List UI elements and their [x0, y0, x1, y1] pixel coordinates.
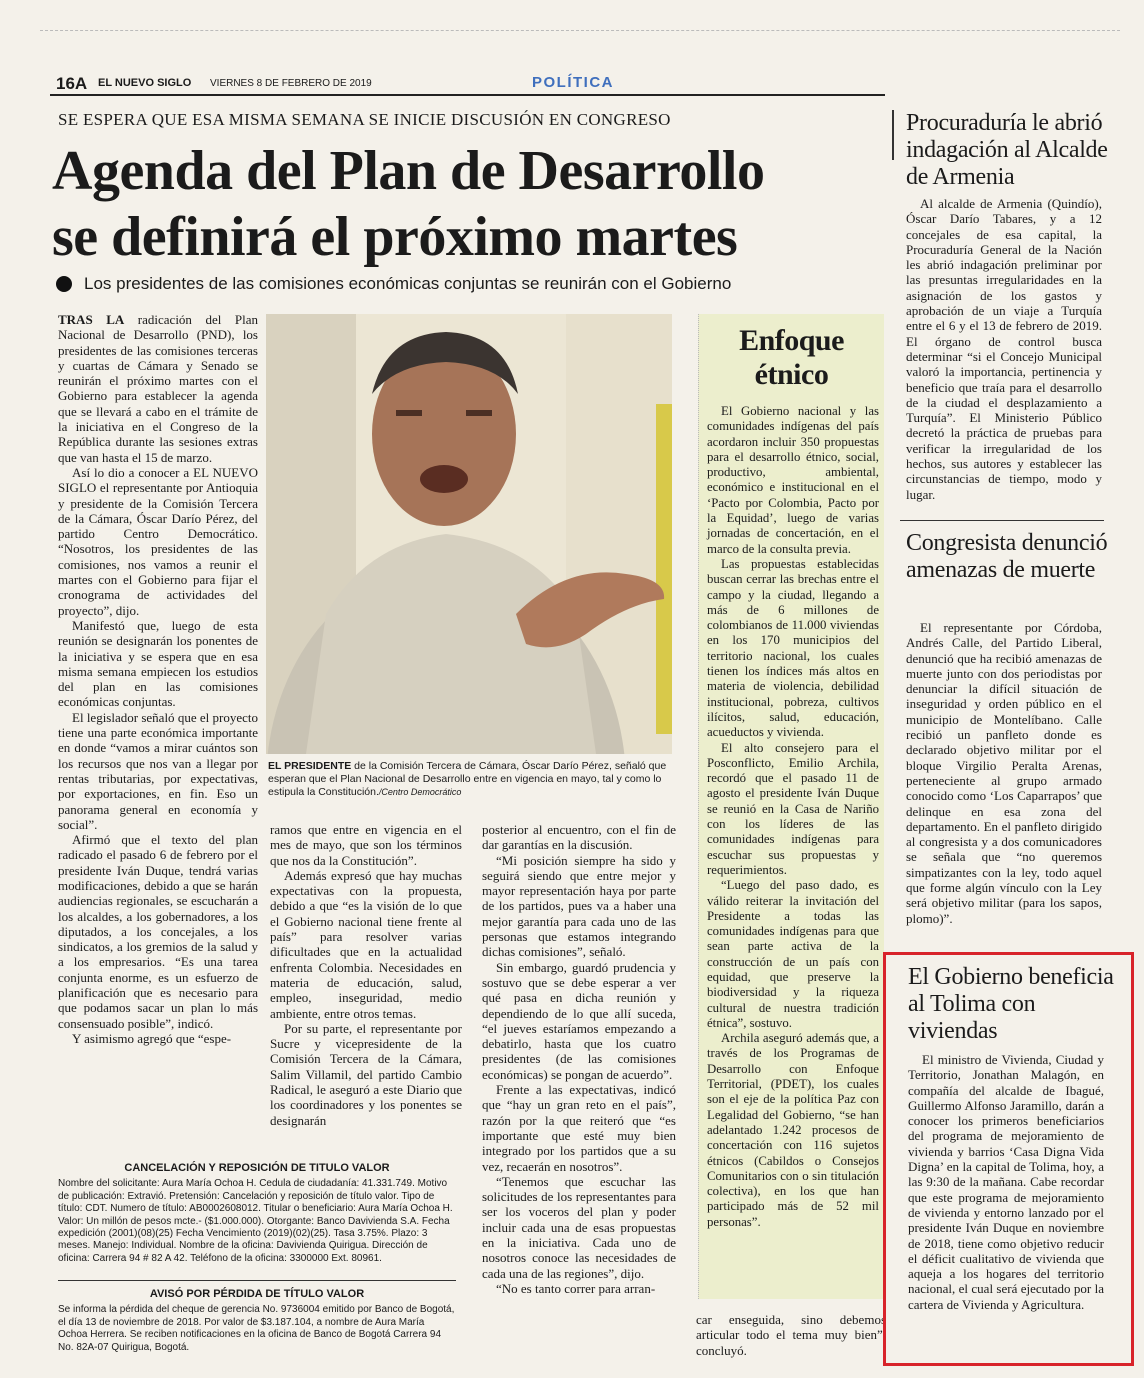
page-number: 16A: [56, 74, 88, 93]
headline-line-1: Agenda del Plan de Desarrollo: [52, 140, 765, 202]
paragraph: “Luego del paso dado, es válido reiterar la invitación del Presidente a todas las comunidades indígenas para que sean parte activa de la construcción de un país con equidad, que preserve la biodiversidad y la riqueza cultural de nuestra tradición étnica”, sostuvo.: [707, 878, 879, 1030]
lead-in: TRAS LA: [58, 312, 125, 327]
paragraph: Y asimismo agregó que “espe-: [72, 1030, 232, 1046]
photo-caption: [268, 760, 672, 799]
caption-text: de la Comisión Tercera de Cámara, Óscar Darío Pérez, señaló que esperan que el Plan Nacional de Desarrollo entre en vigencia en mayo, tal y como lo estipula la Constitución.: [268, 760, 667, 798]
brief-3-title: El Gobierno beneficia al Tolima con viviendas: [908, 964, 1114, 1044]
page-header: [50, 74, 885, 96]
sidebar-enfoque-etnico: [698, 314, 884, 1299]
article-column-1: [58, 312, 258, 1046]
caption-lead: EL PRESIDENTE: [268, 760, 352, 772]
publication-name: EL NUEVO SIGLO: [98, 77, 192, 89]
brief-1-body: Al alcalde de Armenia (Quindío), Óscar Darío Tabares, y a 12 concejales de esa capital, la Procuraduría General de la Nación les abrió indagación preliminar por las presuntas irregularidades en la asignación de los gastos y aprobación de un viaje a Turquía entre el 6 y el 13 de febrero de 2019. El órgano de control busca determinar “si el Concejo Municipal valoró la importancia, pertinencia y beneficio que traía para el desarrollo de la ciudad el desplazamiento a Turquía”. El Ministerio Público decretó la práctica de pruebas para verificar la irregularidad de los hechos, sus autores y establecer las circunstancias de tiempo, modo y lugar.: [906, 196, 1102, 502]
brief-divider: [900, 520, 1104, 521]
brief-2-body: El representante por Córdoba, Andrés Calle, del Partido Liberal, denunció que ha recibió amenazas de muerte junto con dos periodistas por denunciar la difícil situación de inseguridad y orden público en el municipio de Montelíbano. Calle recibió un panfleto donde es declarado objetivo militar por el bloque Virgilio Peralta Arenas, perteneciente al grupo armado conocido como ‘Los Caparrapos’ que delinque en esa zona del departamento. En el panfleto dirigido al congresista y a dos comunicadores se señala que “no queremos simpatizantes con la ley, todo aquel que forme algún vínculo con la Ley será objetivo militar (para los sapos, plomo)”.: [906, 620, 1102, 926]
brief-3-body: El ministro de Vivienda, Ciudad y Territorio, Jonathan Malagón, en compañía del alcalde de Ibagué, Guillermo Alfonso Jaramillo, darán a conocer los primeros beneficiarios del programa de mejoramiento de vivienda y barrios ‘Casa Digna Vida Digna’ en la capital de Tolima, hoy, a las 9:30 de la mañana. Cabe recordar que este programa de mejoramiento de vivienda y entorno lanzado por el presidente Iván Duque en noviembre de 2018, tiene como objetivo reducir el déficit cualitativo de vivienda que aqueja a los hogares del territorio nacional, el cual será ejecutado por la cartera de Vivienda y Agricultura.: [908, 1052, 1104, 1312]
column-rule: [892, 110, 894, 160]
article-photo: [266, 314, 672, 754]
notice-body: Nombre del solicitante: Aura María Ochoa H. Cedula de ciudadanía: 41.331.749. Motivo de publicación: Extravió. Pretensión: Cancelación y reposición de título valor. Tipo de título: CDT. Numero de título: AB0002608012. Titular o beneficiario: Aura María Ochoa H. Valor: Un millón de pesos mcte.- ($1.000.000). Otorgante: Banco Davivienda S.A. Fecha expedición (2001)(08)(25) Fecha Vencimiento (2019)(02)(25). Tasa 3.75%. Plazo: 3 meses. Manejo: Individual. Nombre de la oficina: Davivienda Quirigua. Dirección de oficina: Carrera 94 # 82 A 42. Teléfono de la oficina: 3300000 Ext. 80961.: [58, 1178, 453, 1264]
sidebar-body: [707, 404, 879, 1230]
photo-credit: /Centro Democrático: [378, 787, 462, 797]
paragraph: “Tenemos que escuchar las solicitudes de los representantes para ser los voceros del plan y poder incluir cada una de esas propuestas en la iniciativa. Cada uno de nosotros conoce las necesidades de cada una de las regiones”, dijo.: [482, 1173, 676, 1281]
paragraph: Por su parte, el representante por Sucre y vicepresidente de la Comisión Tercera de la Cámara, Salim Villamil, del partido Cambio Radical, le aseguró a este Diario que los coordinadores y los ponentes se designarán: [270, 1020, 462, 1128]
paragraph: El alto consejero para el Posconflicto, Emilio Archila, recordó que el pasado 11 de agosto el presidente Iván Duque se reunió en la Casa de Nariño con los líderes de las comunidades indígenas para escuchar sus propuestas y requerimientos.: [707, 740, 879, 877]
article-column-4-tail: [696, 1312, 886, 1358]
paragraph: posterior al encuentro, con el fin de dar garantías en la discusión.: [482, 822, 676, 853]
paragraph: “Mi posición siempre ha sido y seguirá siendo que entre mejor y mayor representación haya por parte de los partidos, pues va a haber una mejor garantía para cada uno de las personas que estamos integrando dichas comisiones”, señaló.: [482, 852, 676, 960]
section-name: POLÍTICA: [532, 74, 614, 91]
notice-title: AVISÓ POR PÉRDIDA DE TÍTULO VALOR: [149, 1288, 365, 1300]
article-kicker: SE ESPERA QUE ESA MISMA SEMANA SE INICIE DISCUSIÓN EN CONGRESO: [58, 110, 671, 129]
notice-body: Se informa la pérdida del cheque de gerencia No. 9736004 emitido por Banco de Bogotá, el día 13 de noviembre de 2018. Por valor de $3.187.104, a nombre de Aura María Ochoa Herrera. Se reciben notificaciones en la oficina de Banco de Bogotá Carrera 94 No. 82A-07 Quirigua, Bogotá.: [58, 1304, 455, 1353]
notice-divider: [58, 1280, 456, 1281]
sidebar-title-line-2: étnico: [754, 358, 829, 391]
headline-line-2: se definirá el próximo martes: [52, 206, 738, 268]
portrait-illustration: [266, 314, 672, 754]
paragraph: [58, 312, 258, 465]
paragraph: car enseguida, sino debemos articular todo el tema muy bien”, concluyó.: [696, 1312, 886, 1358]
paragraph: Afirmó que el texto del plan radicado el pasado 6 de febrero por el presidente Iván Duque, tendrá varias modificaciones, debido a que se harán audiencias regionales, se escucharán a los alcaldes, a los gobernadores, a los diputados, a los concejales, a los sindicatos, a los gremios de la salud y a los empresarios. “Es una tarea conjunta enorme, es un esfuerzo de planificación que es necesario para que podamos sacar un plan lo más consensuado posible”, indicó.: [58, 832, 258, 1031]
deck-text: Los presidentes de las comisiones económicas conjuntas se reunirán con el Gobierno: [84, 274, 732, 293]
brief-1-title: Procuraduría le abrió indagación al Alcalde de Armenia: [906, 110, 1108, 190]
paragraph: Manifestó que, luego de esta reunión se designarán los ponentes de la iniciativa y se espera que en esa misma semana empiecen los estudios del plan en las comisiones económicas conjuntas.: [58, 617, 258, 710]
article-headline: [52, 138, 872, 270]
paragraph: ramos que entre en vigencia en el mes de mayo, que son los términos que nos da la Constitución”.: [270, 822, 462, 868]
paragraph: El legislador señaló que el proyecto tiene una parte económica importante en donde “vamos a mirar cuántos son los recursos que nos van a llegar por rentas tributarias, por expectativas, por exportaciones, en fin. Eso un panorama general en economía y social”.: [58, 709, 258, 832]
bullet-icon: [56, 276, 72, 292]
paragraph: Sin embargo, guardó prudencia y sostuvo que se debe esperar a ver qué pasa en dicha reunión y dependiendo de lo que allí suceda, “el jueves estaríamos empezando a debatirlo, hasta que los cuatro presidentes (de las comisiones económicas) se pongan de acuerdo”.: [482, 959, 676, 1082]
paragraph: “No es tanto correr para arran-: [496, 1280, 656, 1296]
article-column-2: [270, 822, 462, 1128]
issue-date: VIERNES 8 DE FEBRERO DE 2019: [210, 78, 372, 89]
sidebar-title-line-1: Enfoque: [739, 324, 844, 357]
brief-2-title: Congresista denunció amenazas de muerte: [906, 530, 1108, 583]
notice-title: CANCELACIÓN Y REPOSICIÓN DE TITULO VALOR: [124, 1162, 390, 1174]
sidebar-title: [699, 324, 884, 392]
paragraph: Frente a las expectativas, indicó que “hay un gran reto en el país”, razón por la que reiteró que “es importante que esté muy bien integrado por los partidos que a su vez, recaerán en nosotros”.: [482, 1082, 676, 1174]
paragraph: El Gobierno nacional y las comunidades indígenas del país acordaron incluir 350 propuestas para el desarrollo étnico, social, productivo, ambiental, económico e institucional en el ‘Pacto por Colombia, Pacto por la Equidad’, luego de varias jornadas de concertación, en el marco de la consulta previa.: [707, 404, 879, 556]
top-dashed-line: [40, 30, 1120, 36]
article-deck: [56, 274, 731, 294]
legal-notice-1: [58, 1162, 456, 1265]
legal-notice-2: [58, 1288, 456, 1354]
paragraph-text: radicación del Plan Nacional de Desarrollo (PND), los presidentes de las comisiones terceras y cuartas de Cámara y Senado se reunirán el próximo martes con el Gobierno para establecer la agenda que se llevará a cabo en el trámite de la iniciativa en el Congreso de la República durante las sesiones extras que van hasta el 15 de marzo.: [58, 312, 258, 465]
article-column-3: [482, 822, 676, 1296]
paragraph: Además expresó que hay muchas expectativas con la propuesta, debido a que “es la visión de lo que el Gobierno nacional tiene frente al país” para resolver varias dificultades que en la actualidad enfrenta Colombia. Necesidades en materia de educación, salud, empleo, inseguridad, medio ambiente, entre otros temas.: [270, 867, 462, 1021]
paragraph: Archila aseguró además que, a través de los Programas de Desarrollo con Enfoque Territorial, (PDET), los cuales son el eje de la política Paz con Legalidad del Gobierno, “se han adelantado 1.242 procesos de concertación con 116 sujetos étnicos (Cabildos o Consejos Comunitarios con o sin titulación colectiva), en los que han participado más de 52 mil personas”.: [707, 1031, 879, 1229]
paragraph: Así lo dio a conocer a EL NUEVO SIGLO el representante por Antioquia y presidente de la Comisión Tercera de la Cámara, Óscar Darío Pérez, del partido Centro Democrático. “Nosotros, los presidentes de las comisiones, nos vamos a reunir el martes con el Gobierno para fijar el cronograma de actividades del proyecto”, dijo.: [58, 464, 258, 618]
paragraph: Las propuestas establecidas buscan cerrar las brechas entre el campo y la ciudad, llegando a más de 6 millones de colombianos de 11.000 viviendas en los 170 municipios del territorio nacional, los cuales tienen los índices más altos en materia de violencia, debilidad institucional, pobreza, cultivos ilícitos, salud, educación, acueductos y vivienda.: [707, 556, 879, 740]
